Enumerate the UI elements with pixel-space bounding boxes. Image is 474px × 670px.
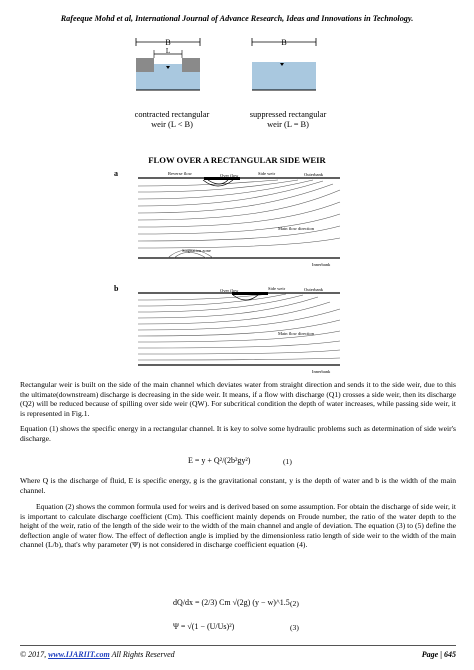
main-flow-label: Main flow direction xyxy=(278,331,314,336)
equation-3: Ψ = √(1 − (U/Us)²) xyxy=(173,622,235,631)
over-flow-label: Over flow xyxy=(220,173,239,178)
dim-L-left: L xyxy=(165,47,171,55)
section-title: FLOW OVER A RECTANGULAR SIDE WEIR xyxy=(148,155,326,165)
equation-1: E = y + Q²/(2b²gy²) xyxy=(188,456,251,465)
flow-figure-a xyxy=(108,168,366,268)
page-number: Page | 645 xyxy=(421,650,456,659)
suppressed-weir-caption xyxy=(246,110,330,130)
side-weir-label: Side weir xyxy=(258,171,276,176)
caption-line-2: weir (L < B) xyxy=(151,120,193,129)
reverse-flow-label: Reverse flow xyxy=(168,171,192,176)
panel-label-a: a xyxy=(114,169,118,178)
equation-3-number: (3) xyxy=(290,623,299,632)
main-flow-label: Main flow direction xyxy=(278,226,314,231)
equation-2-number: (2) xyxy=(290,599,299,608)
paragraph-side-weir-intro: Rectangular weir is built on the side of the main channel which deviates water from straight direction and sends it to the side weir, due to this the ultimate(downstream) discharge is decreasing in the side weir. It means, if a flow with discharge (Q1) crosses a side weir, then its discharge (Q2) will be reduced because of spilling over side weir (QW). For subcritical condition the depth of water increases, while passing side weir, it is represented in Fig.1. xyxy=(20,380,456,418)
outerbank-label: Outerbank xyxy=(304,172,323,177)
paragraph-specific-energy: Equation (1) shows the specific energy in a rectangular channel. It is key to solve some hydraulic problems such as determination of side weir's discharge. xyxy=(20,424,456,443)
copyright xyxy=(20,650,175,659)
running-header: Rafeeque Mohd et al, International Journal of Advance Research, Ideas and Innovations in Technology. xyxy=(60,14,414,23)
dim-B-right: B xyxy=(281,38,287,47)
equation-1-number: (1) xyxy=(283,457,292,466)
outerbank-label: Outerbank xyxy=(304,287,323,292)
over-flow-label: Over flow xyxy=(220,288,239,293)
flow-figure-b xyxy=(108,283,366,375)
journal-link[interactable]: www.IJARIIT.com xyxy=(48,650,110,659)
caption-line-1: contracted rectangular xyxy=(134,110,210,119)
innerbank-label: Innerbank xyxy=(312,262,331,267)
paragraph-variable-definitions: Where Q is the discharge of fluid, E is specific energy, g is the gravitational constant, y is the depth of water and b is the width of the main channel. xyxy=(20,476,456,495)
innerbank-label: Innerbank xyxy=(312,369,331,374)
footer-rule xyxy=(20,645,456,646)
weir-figures xyxy=(130,36,360,120)
stagnation-label: Stagnation zone xyxy=(182,248,211,253)
copyright-prefix: © 2017, xyxy=(20,650,49,659)
contracted-weir-caption xyxy=(132,110,212,130)
caption-line-1: suppressed rectangular xyxy=(249,110,327,119)
paragraph-discharge-coefficient: Equation (2) shows the common formula used for weirs and is derived based on some assumption. For obtain the discharge of side weir, it is important to calculate discharge coefficient (Cm). This coefficient mainly depends on Froude number, the ratio of the water depth to the height of the weir, ratio of the length of the side weir to the width of the main channel and angle of deviation. The equation (3) to (5) define the deflection angle of water flow. The effect of deflection angle is implied by the dimensionless ratio length of side weir to the width of the main channel (L/b), that's why parameter (Ψ) is not considered in discharge coefficient equation (4). xyxy=(20,502,456,550)
dim-B-left: B xyxy=(165,38,171,47)
side-weir-label: Side weir xyxy=(268,286,286,291)
panel-label-b: b xyxy=(114,284,119,293)
equation-2: dQ/dx = (2/3) Cm √(2g) (y − w)^1.5 xyxy=(173,598,290,607)
caption-line-2: weir (L = B) xyxy=(267,120,309,129)
copyright-suffix: All Rights Reserved xyxy=(109,650,175,659)
